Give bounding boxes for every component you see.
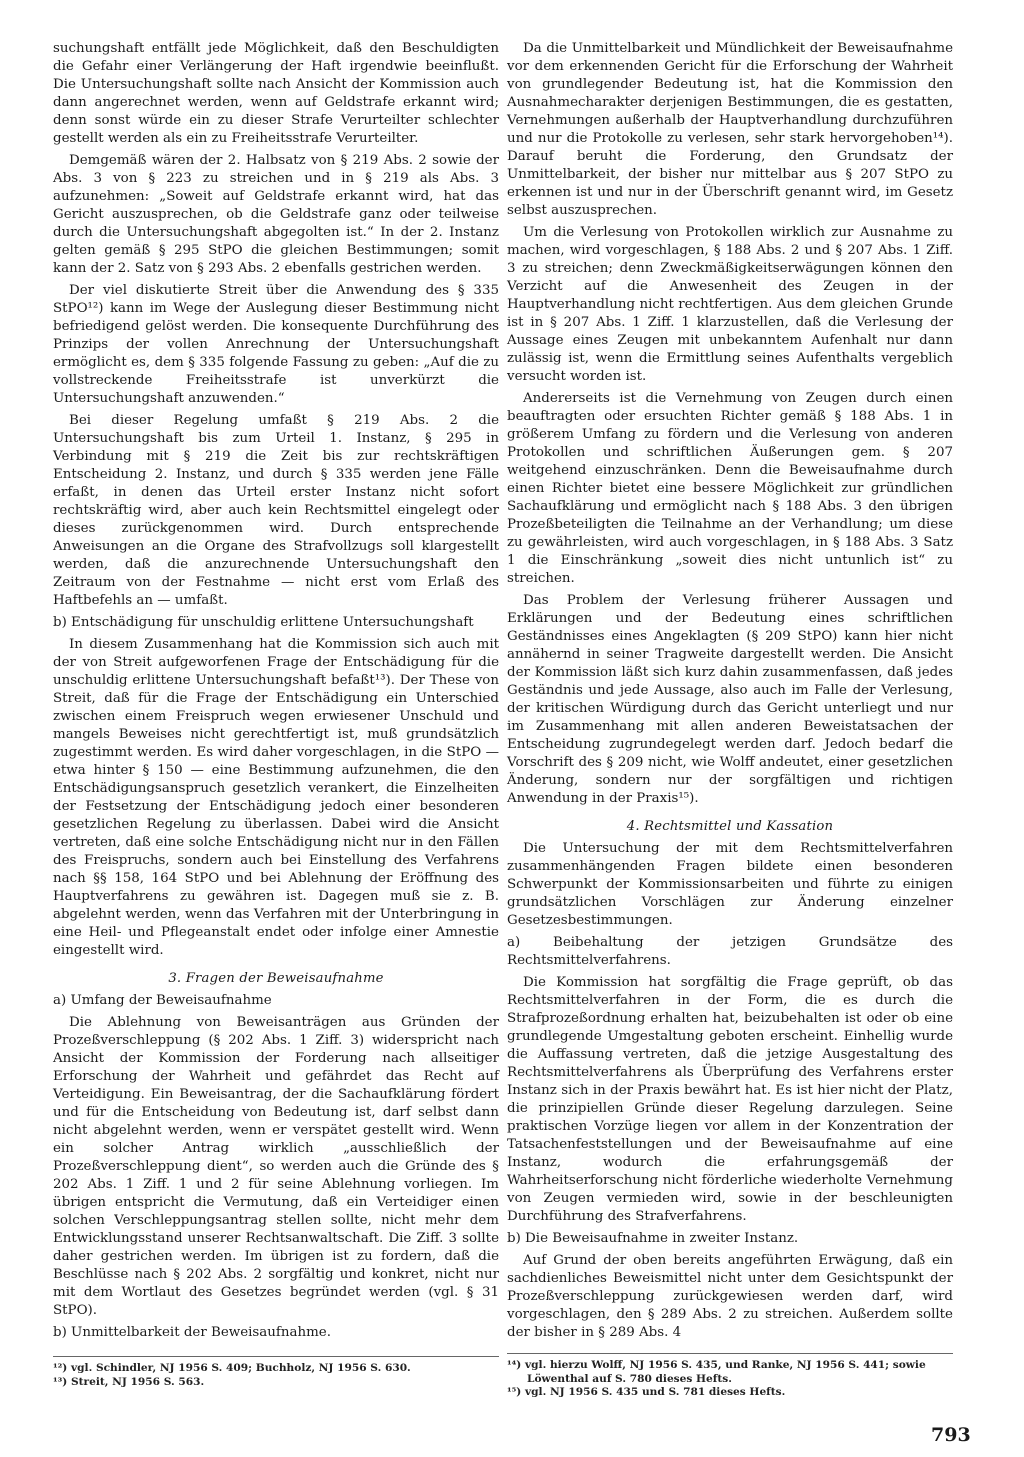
paragraph: suchungshaft entfällt jede Möglichkeit, daß den Beschuldigten die Gefahr einer Verlängerung der Haft irgendwie beeinflußt. Die Untersuchungshaft sollte nach Ansicht der Kommission auch dann angerechnet werden, wenn auf Geldstrafe erkannt wird; denn sonst würde ein zu dieser Strafe Verurteilter schlechter gestellt werden als ein zu Freiheitsstrafe Verurteilter. (53, 41, 499, 146)
paragraph: Die Kommission hat sorgfältig die Frage geprüft, ob das Rechtsmittelverfahren in der Form, die es durch die Strafprozeßordnung erhalten hat, beizubehalten ist oder ob eine grundlegende Umgestaltung geboten erscheint. Einhellig wurde die Auffassung vertreten, daß die jetzige Ausgestaltung des Rechtsmittelverfahrens als Überprüfung des Verfahrens erster Instanz sich in der Praxis bewährt hat. Es ist hier nicht der Platz, die prinzipiellen Gründe dieser Regelung darzulegen. Seine praktischen Vorzüge liegen vor allem in der Konzentration der Tatsachenfeststellungen und der Beweisaufnahme auf eine Instanz, wodurch die erfahrungsgemäß der Wahrheitserforschung nicht förderliche wiederholte Vernehmung von Zeugen vermieden wird, sowie in der beschleunigten Durchführung des Strafverfahrens. (507, 975, 953, 1224)
footnotes-left (53, 1362, 499, 1389)
footnote: ¹³) Streit, NJ 1956 S. 563. (53, 1375, 205, 1388)
subheading: b) Unmittelbarkeit der Beweisaufnahme. (53, 1325, 331, 1340)
paragraph: Um die Verlesung von Protokollen wirklich zur Ausnahme zu machen, wird vorgeschlagen, § 188 Abs. 2 und § 207 Abs. 1 Ziff. 3 zu streichen; denn Zweckmäßigkeitserwägungen können den Verzicht auf die Anwesenheit des Zeugen in der Hauptverhandlung nicht rechtfertigen. Aus dem gleichen Grunde ist in § 207 Abs. 1 Ziff. 1 klarzustellen, daß die Verlesung der Aussage eines Zeugen mit unbekanntem Aufenhalt nur dann zulässig ist, wenn die Ermittlung seines Aufenthalts vergeblich versucht worden ist. (507, 225, 953, 384)
paragraph: Auf Grund der oben bereits angeführten Erwägung, daß ein sachdienliches Beweismittel nicht unter dem Gesichtspunkt der Prozeßverschleppung zurückgewiesen werden darf, wird vorgeschlagen, den § 289 Abs. 2 zu streichen. Außerdem sollte der bisher in § 289 Abs. 4 (507, 1253, 953, 1340)
footnote: ¹⁵) vgl. NJ 1956 S. 435 und S. 781 dieses Hefts. (507, 1386, 786, 1399)
footnote-divider (507, 1353, 953, 1354)
right-column (507, 40, 953, 1346)
footnotes-right (507, 1359, 953, 1400)
section-heading: 4. Rechtsmittel und Kassation (626, 819, 834, 834)
paragraph: Bei dieser Regelung umfaßt § 219 Abs. 2 die Untersuchungshaft bis zum Urteil 1. Instanz, § 295 in Verbindung mit § 219 die Zeit bis zur rechtskräftigen Entscheidung 2. Instanz, und durch § 335 werden jene Fälle erfaßt, in denen das Urteil erster Instanz nicht sofort rechtskräftig wird, aber auch kein Rechtsmittel eingelegt oder dieses zurückgenommen wird. Durch entsprechende Anweisungen an die Organe des Strafvollzugs soll klargestellt werden, daß die anzurechnende Untersuchungshaft den Zeitraum von der Festnahme — nicht erst vom Erlaß des Haftbefehls an — umfaßt. (53, 413, 499, 608)
paragraph: Die Ablehnung von Beweisanträgen aus Gründen der Prozeßverschleppung (§ 202 Abs. 1 Ziff. 3) widerspricht nach Ansicht der Kommission der Forderung nach allseitiger Erforschung der Wahrheit und gefährdet das Recht auf Verteidigung. Ein Beweisantrag, der die Sachaufklärung fördert und für die Entscheidung von Bedeutung ist, darf selbst dann nicht abgelehnt werden, wenn er verspätet gestellt wird. Wenn ein solcher Antrag wirklich „ausschließlich der Prozeßverschleppung dient“, so werden auch die Gründe des § 202 Abs. 1 Ziff. 1 und 2 für seine Ablehnung vorliegen. Im übrigen entspricht die Vermutung, daß ein Verteidiger einen solchen Verschleppungsantrag stellen sollte, nicht mehr dem Entwicklungsstand unserer Rechtsanwaltschaft. Die Ziff. 3 sollte daher gestrichen werden. Im übrigen ist zu fordern, daß die Beschlüsse nach § 202 Abs. 2 sorgfältig und konkret, nicht nur mit dem Wortlaut des Gesetzes begründet werden (vgl. § 31 StPO). (53, 1015, 499, 1318)
subheading: b) Die Beweisaufnahme in zweiter Instanz. (507, 1231, 799, 1246)
section-heading: 3. Fragen der Beweisaufnahme (168, 971, 384, 986)
page-number: 793 (931, 1424, 971, 1446)
subheading: b) Entschädigung für unschuldig erlittene Untersuchungshaft (53, 615, 474, 630)
subheading: a) Beibehaltung der jetzigen Grundsätze des Rechtsmittelverfahrens. (507, 935, 953, 968)
footnote: ¹²) vgl. Schindler, NJ 1956 S. 409; Buchholz, NJ 1956 S. 630. (53, 1362, 411, 1374)
footnote-divider (53, 1356, 499, 1357)
footnote: ¹⁴) vgl. hierzu Wolff, NJ 1956 S. 435, und Ranke, NJ 1956 S. 441; sowie Löwenthal auf S. 780 dieses Hefts. (507, 1359, 926, 1385)
paragraph: In diesem Zusammenhang hat die Kommission sich auch mit der von Streit aufgeworfenen Frage der Entschädigung für die unschuldig erlittene Untersuchungshaft befaßt¹³). Der These von Streit, daß für die Frage der Entschädigung ein Unterschied zwischen einem Freispruch wegen erwiesener Unschuld und mangels Beweises nicht gerechtfertigt ist, muß grundsätzlich zugestimmt werden. Es wird daher vorgeschlagen, in die StPO — etwa hinter § 150 — eine Bestimmung aufzunehmen, die den Entschädigungsanspruch gesetzlich verankert, die Einzelheiten der Festsetzung der Entschädigung jedoch einer besonderen gesetzlichen Regelung zu überlassen. Dabei wird die Ansicht vertreten, daß eine solche Entschädigung nicht nur in den Fällen des Freispruchs, sondern auch bei Einstellung des Verfahrens nach §§ 158, 164 StPO und bei Ablehnung der Eröffnung des Hauptverfahrens zu gewähren ist. Dagegen muß sie z. B. abgelehnt werden, wenn das Verfahren mit der Unterbringung in eine Heil- und Pflegeanstalt endet oder infolge einer Amnestie eingestellt wird. (53, 637, 499, 958)
left-column (53, 40, 499, 1346)
paragraph: Demgemäß wären der 2. Halbsatz von § 219 Abs. 2 sowie der Abs. 3 von § 223 zu streichen und in § 219 als Abs. 3 aufzunehmen: „Soweit auf Geldstrafe erkannt wird, hat das Gericht auszusprechen, ob die Geldstrafe ganz oder teilweise durch die Untersuchungshaft abgegolten ist.“ In der 2. Instanz gelten gemäß § 295 StPO die gleichen Bestimmungen; somit kann der 2. Satz von § 293 Abs. 2 ebenfalls gestrichen werden. (53, 153, 499, 276)
paragraph: Da die Unmittelbarkeit und Mündlichkeit der Beweisaufnahme vor dem erkennenden Gericht für die Erforschung der Wahrheit von grundlegender Bedeutung ist, hat die Kommission den Ausnahmecharakter derjenigen Bestimmungen, die es gestatten, Vernehmungen außerhalb der Hauptverhandlung durchzuführen und nur die Protokolle zu verlesen, sehr stark hervorgehoben¹⁴). Darauf beruht die Forderung, den Grundsatz der Unmittelbarkeit, der bisher nur mittelbar aus § 207 StPO zu erkennen ist und nur in der Überschrift genannt wird, im Gesetz selbst auszusprechen. (507, 41, 953, 218)
subheading: a) Umfang der Beweisaufnahme (53, 993, 272, 1008)
paragraph: Die Untersuchung der mit dem Rechtsmittelverfahren zusammenhängenden Fragen bildete einen besonderen Schwerpunkt der Kommissionsarbeiten und führte zu einigen grundsätzlichen Vorschlägen zur Änderung einzelner Gesetzesbestimmungen. (507, 841, 953, 928)
paragraph: Der viel diskutierte Streit über die Anwendung des § 335 StPO¹²) kann im Wege der Auslegung dieser Bestimmung nicht befriedigend gelöst werden. Die konsequente Durchführung des Prinzips der vollen Anrechnung der Untersuchungshaft ermöglicht es, dem § 335 folgende Fassung zu geben: „Auf die zu vollstreckende Freiheitsstrafe ist unverkürzt die Untersuchungshaft anzuwenden.“ (53, 283, 499, 406)
paragraph: Andererseits ist die Vernehmung von Zeugen durch einen beauftragten oder ersuchten Richter gemäß § 188 Abs. 1 in größerem Umfang zu fördern und die Verlesung von anderen Protokollen und schriftlichen Äußerungen gem. § 207 weitgehend einzuschränken. Denn die Beweisaufnahme durch einen Richter bietet eine bessere Möglichkeit zur gründlichen Sachaufklärung und ermöglicht nach § 188 Abs. 3 den übrigen Prozeßbeteiligten die Teilnahme an der Verhandlung; um diese zu gewährleisten, wird auch vorgeschlagen, in § 188 Abs. 3 Satz 1 die Einschränkung „soweit dies nicht untunlich ist“ zu streichen. (507, 391, 953, 586)
paragraph: Das Problem der Verlesung früherer Aussagen und Erklärungen und der Bedeutung eines schriftlichen Geständnisses eines Angeklagten (§ 209 StPO) kann hier nicht annähernd in seiner Tragweite dargestellt werden. Die Ansicht der Kommission läßt sich kurz dahin zusammenfassen, daß jedes Geständnis und jede Aussage, also auch im Falle der Verlesung, der kritischen Würdigung durch das Gericht unterliegt und nur im Zusammenhang mit allen anderen Beweistatsachen der Entscheidung zugrundegelegt werden darf. Jedoch bedarf die Vorschrift des § 209 nicht, wie Wolff andeutet, einer gesetzlichen Änderung, sondern nur der sorgfältigen und richtigen Anwendung in der Praxis¹⁵). (507, 593, 953, 806)
